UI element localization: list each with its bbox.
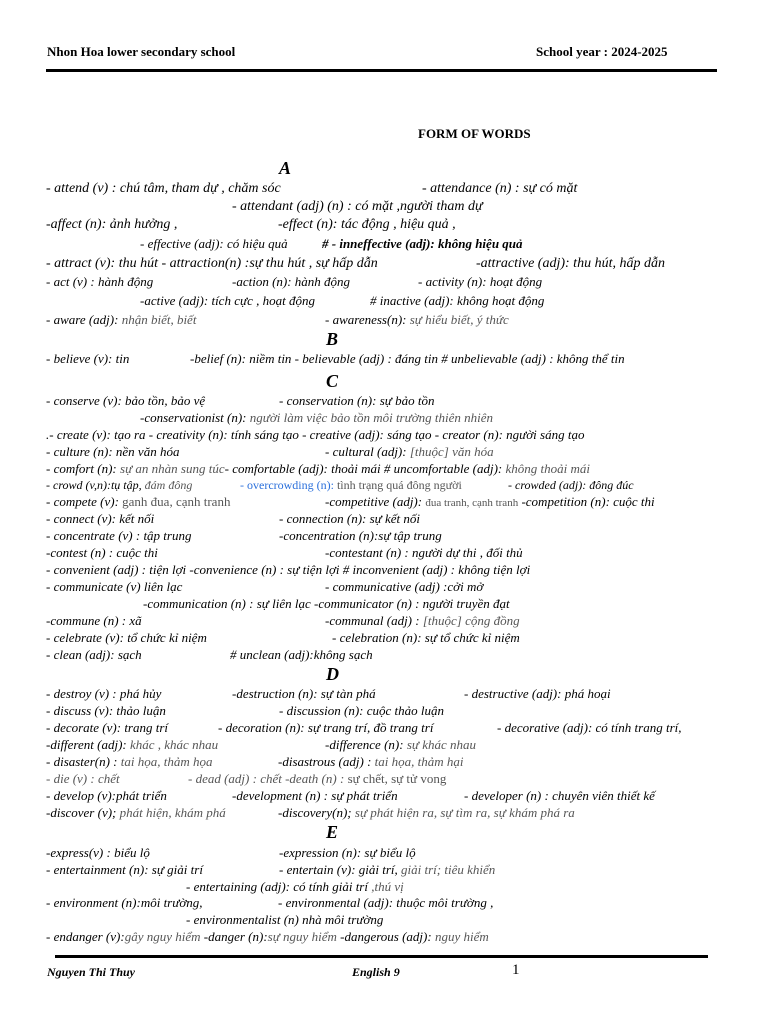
school-year: School year : 2024-2025 (536, 44, 668, 59)
entry-line: - activity (n): hoạt động (418, 274, 543, 289)
entry-line: - overcrowding (n): tình trạng quá đông người (240, 478, 462, 492)
section-letter-c: C (326, 371, 339, 391)
entry-line: - attend (v) : chú tâm, tham dự , chăm sóc (46, 181, 281, 196)
entry-line: - cultural (adj): [thuộc] văn hóa (325, 444, 494, 459)
entry-line: - decoration (n): sự trang trí, đồ trang trí (218, 720, 434, 735)
entry-line: - decorate (v): trang trí (46, 720, 169, 735)
entry-line: - comfort (n): sự an nhàn sung túc- comfortable (adj): thoải mái # uncomfortable (adj): không thoải mái (46, 461, 591, 476)
entry-line: - environmentalist (n) nhà môi trường (186, 912, 384, 927)
entry-line: - develop (v):phát triển (46, 788, 167, 803)
entry-line: - discussion (n): cuộc thảo luận (279, 703, 445, 718)
entry-line: # unclean (adj):không sạch (230, 647, 373, 662)
entry-line: -active (adj): tích cực , hoạt động (140, 293, 315, 308)
entry-line: - die (v) : chết (46, 771, 120, 786)
entry-line: -concentration (n):sự tập trung (279, 528, 442, 543)
entry-line: - clean (adj): sạch (46, 647, 142, 662)
entry-line: -development (n) : sự phát triển (232, 788, 398, 803)
entry-line: -contest (n) : cuộc thi (46, 545, 158, 560)
entry-line: -expression (n): sự biểu lộ (279, 845, 416, 860)
page-number: 1 (512, 962, 520, 978)
entry-line: - discuss (v): thảo luận (46, 703, 166, 718)
entry-line: # - inneffective (adj): không hiệu quả (322, 236, 523, 251)
entry-line: - developer (n) : chuyên viên thiết kế (464, 788, 655, 803)
entry-line: -competitive (adj): đua tranh, cạnh tranh -competition (n): cuộc thi (325, 494, 655, 509)
school-name: Nhon Hoa lower secondary school (47, 44, 236, 59)
entry-line: - environmental (adj): thuộc môi trường , (278, 895, 494, 910)
entry-line: -disastrous (adj) : tai họa, thảm hại (278, 754, 464, 769)
entry-line: -different (adj): khác , khác nhau (46, 737, 219, 752)
entry-line: -effect (n): tác động , hiệu quả , (278, 217, 456, 232)
entry-line: - awareness(n): sự hiểu biết, ý thức (325, 312, 509, 327)
entry-line: -contestant (n) : người dự thi , đối thủ (325, 545, 523, 560)
entry-line: -destruction (n): sự tàn phá (232, 686, 376, 701)
entry-line: -express(v) : biểu lộ (46, 845, 150, 860)
entry-line: - attendance (n) : sự có mặt (422, 181, 578, 196)
entry-line: # inactive (adj): không hoạt động (370, 293, 545, 308)
entry-line: - entertain (v): giải trí, giải trí; tiêu khiển (279, 862, 496, 877)
entry-line: - communicative (adj) :cởi mở (325, 579, 484, 594)
entry-line: - communicate (v) liên lạc (46, 579, 183, 594)
entry-line: - conserve (v): bảo tồn, bảo vệ (46, 393, 206, 408)
entry-line: -action (n): hành động (232, 274, 351, 289)
section-letter-e: E (326, 822, 339, 842)
entry-line: - convenient (adj) : tiện lợi -convenience (n) : sự tiện lợi # inconvenient (adj) : không tiện lợi (46, 562, 531, 577)
entry-line: - act (v) : hành động (46, 274, 154, 289)
entry-line: - celebrate (v): tổ chức kỉ niệm (46, 630, 207, 645)
entry-line: - celebration (n): sự tổ chức kỉ niệm (332, 630, 520, 645)
entry-line: - connection (n): sự kết nối (279, 511, 421, 526)
entry-line: - entertaining (adj): có tính giải trí ,thú vị (186, 879, 404, 894)
entry-line: - attendant (adj) (n) : có mặt ,người tham dự (232, 199, 483, 214)
entry-line: -communal (adj) : [thuộc] cộng đồng (325, 613, 520, 628)
entry-line: -commune (n) : xã (46, 613, 142, 628)
entry-line: - environment (n):môi trường, (46, 895, 203, 910)
entry-line: - destructive (adj): phá hoại (464, 686, 611, 701)
entry-line: - compete (v): ganh đua, cạnh tranh (46, 494, 231, 509)
entry-line: - culture (n): nền văn hóa (46, 444, 180, 459)
entry-line: - aware (adj): nhận biết, biết (46, 312, 197, 327)
entry-line: - destroy (v) : phá hủy (46, 686, 162, 701)
entry-line: -difference (n): sự khác nhau (325, 737, 477, 752)
entry-line: -conservationist (n): người làm việc bảo tồn môi trường thiên nhiên (140, 410, 494, 425)
section-letter-a: A (279, 158, 292, 178)
entry-line: - effective (adj): có hiệu quả (140, 236, 288, 251)
entry-line: - dead (adj) : chết -death (n) : sự chết, sự tử vong (188, 771, 447, 786)
entry-line: -discovery(n); sự phát hiện ra, sự tìm ra, sự khám phá ra (278, 805, 575, 820)
page-title: FORM OF WORDS (418, 126, 531, 141)
entry-line: -attractive (adj): thu hút, hấp dẫn (476, 256, 665, 271)
entry-line: - connect (v): kết nối (46, 511, 155, 526)
entry-line: - attract (v): thu hút - attraction(n) :sự thu hút , sự hấp dẫn (46, 256, 378, 271)
entry-line: - conservation (n): sự bảo tồn (279, 393, 435, 408)
footer-divider (55, 955, 708, 958)
entry-line: - entertainment (n): sự giải trí (46, 862, 203, 877)
footer-author: Nguyen Thi Thuy (47, 965, 136, 979)
entry-line: - disaster(n) : tai họa, thảm họa (46, 754, 213, 769)
footer-subject: English 9 (352, 965, 400, 979)
entry-line: - endanger (v):gây nguy hiểm -danger (n):sự nguy hiểm -dangerous (adj): nguy hiểm (46, 929, 489, 944)
header-divider (46, 69, 717, 72)
entry-line: - concentrate (v) : tập trung (46, 528, 192, 543)
entry-line: - decorative (adj): có tính trang trí, (497, 720, 682, 735)
section-letter-d: D (326, 664, 339, 684)
entry-line: -belief (n): niềm tin - believable (adj) : đáng tin # unbelievable (adj) : không thể tin (190, 351, 625, 366)
entry-line: -affect (n): ảnh hưởng , (46, 217, 178, 232)
entry-line: .- create (v): tạo ra - creativity (n): tính sáng tạo - creative (adj): sáng tạo - creator (n): người sáng tạo (46, 427, 585, 442)
entry-line: -communication (n) : sự liên lạc -communicator (n) : người truyền đạt (143, 596, 510, 611)
entry-line: - crowded (adj): đông đúc (508, 478, 634, 492)
section-letter-b: B (326, 329, 339, 349)
entry-line: - believe (v): tin (46, 351, 130, 366)
entry-line: -discover (v); phát hiện, khám phá (46, 805, 226, 820)
entry-line: - crowd (v,n):tụ tập, đám đông (46, 478, 193, 492)
